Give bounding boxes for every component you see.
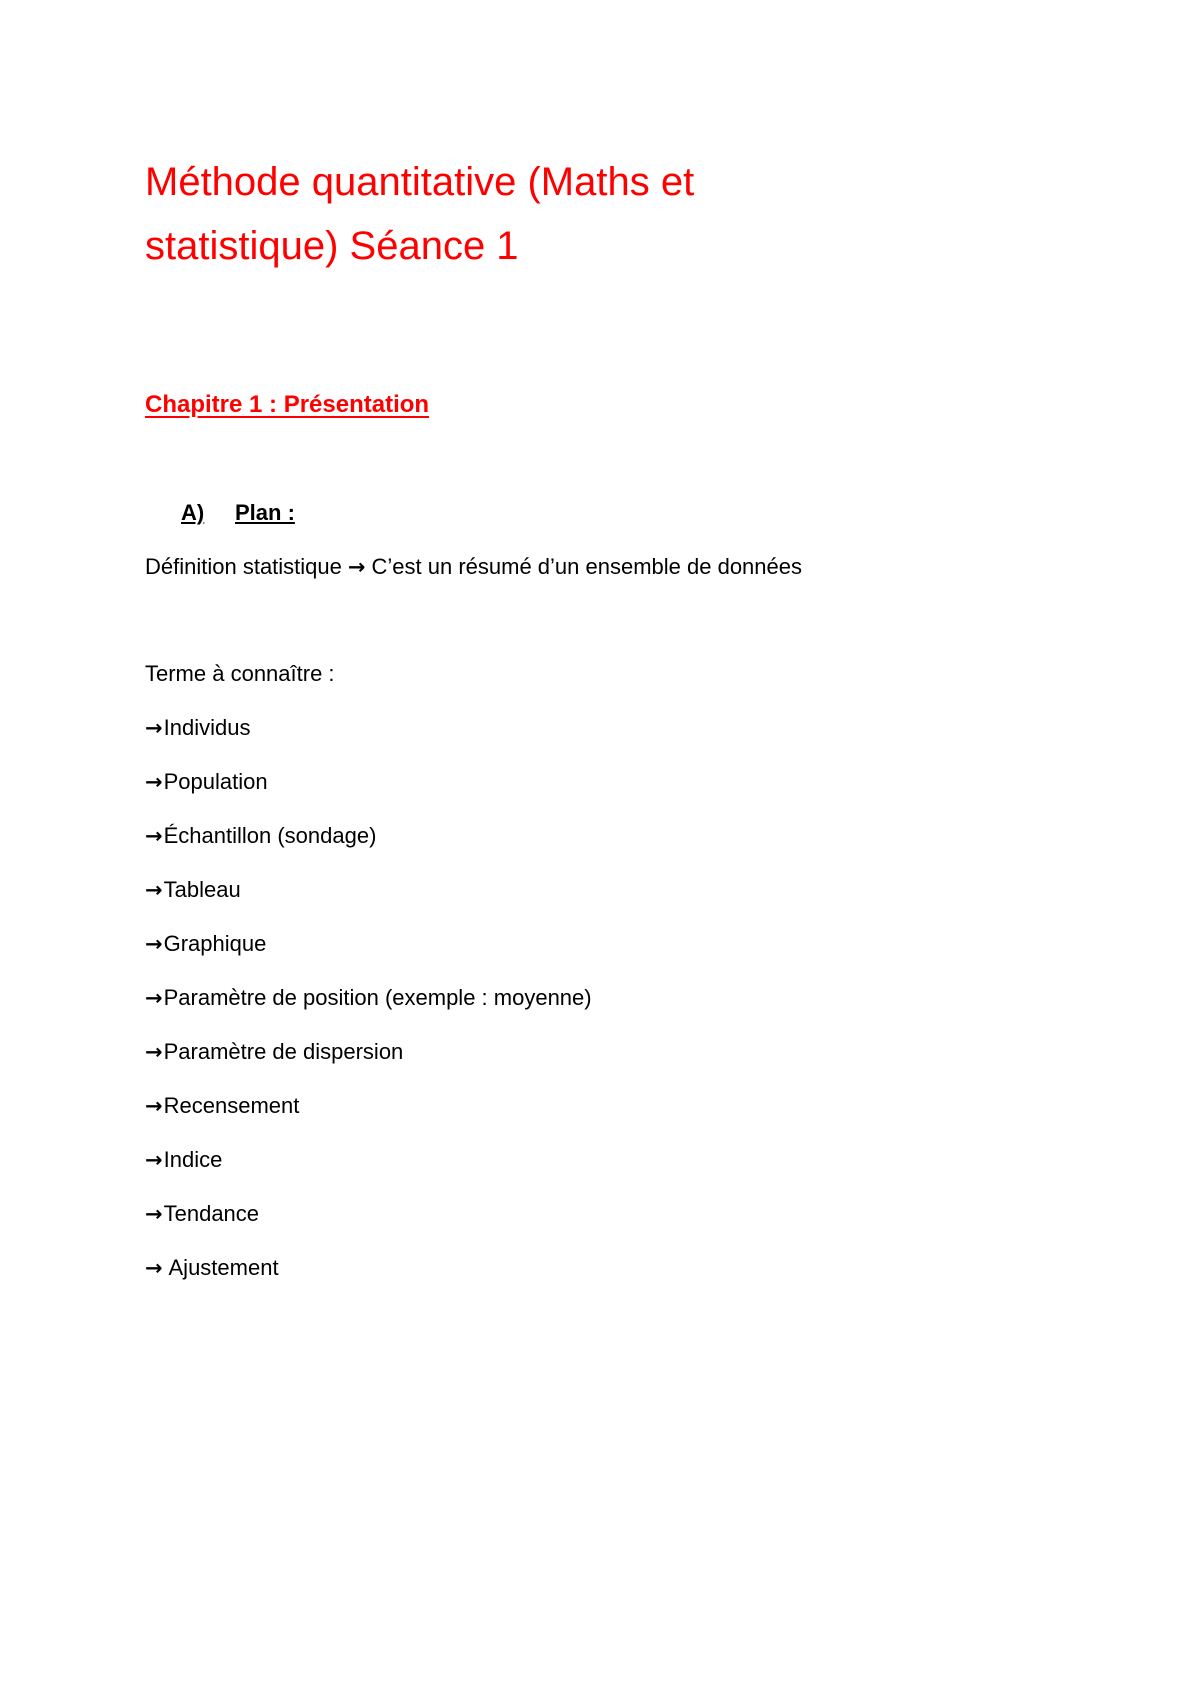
definition-text: C’est un résumé d’un ensemble de données bbox=[371, 554, 802, 579]
terms-label: Terme à connaître : bbox=[145, 661, 335, 686]
list-item bbox=[145, 1091, 592, 1145]
list-item bbox=[145, 821, 592, 875]
definition-line bbox=[145, 552, 802, 582]
list-item bbox=[145, 875, 592, 929]
chapter-heading: Chapitre 1 : Présentation bbox=[145, 391, 430, 418]
term-label: Paramètre de dispersion bbox=[163, 1039, 404, 1064]
right-arrow-icon: → bbox=[145, 716, 163, 740]
term-label: Graphique bbox=[163, 931, 267, 956]
right-arrow-icon: → bbox=[145, 932, 163, 956]
term-label: Population bbox=[163, 769, 268, 794]
term-label: Recensement bbox=[163, 1093, 300, 1118]
right-arrow-icon: → bbox=[145, 986, 163, 1010]
right-arrow-icon: → bbox=[145, 824, 163, 848]
right-arrow-icon: → bbox=[145, 878, 163, 902]
document-title-line-1: Méthode quantitative (Maths et bbox=[145, 160, 695, 204]
terms-list bbox=[145, 713, 592, 1307]
section-letter: A) bbox=[181, 500, 205, 525]
right-arrow-icon: → bbox=[145, 1256, 163, 1280]
right-arrow-icon: → bbox=[347, 555, 366, 579]
term-label: Tendance bbox=[163, 1201, 260, 1226]
term-label: Paramètre de position (exemple : moyenne) bbox=[163, 985, 592, 1010]
term-label: Individus bbox=[163, 715, 251, 740]
list-item bbox=[145, 983, 592, 1037]
term-label: Indice bbox=[163, 1147, 223, 1172]
term-label: Échantillon (sondage) bbox=[163, 823, 377, 848]
list-item bbox=[145, 929, 592, 983]
section-heading bbox=[181, 498, 295, 528]
list-item bbox=[145, 1253, 592, 1307]
term-label: Ajustement bbox=[163, 1255, 279, 1280]
right-arrow-icon: → bbox=[145, 1040, 163, 1064]
list-item bbox=[145, 713, 592, 767]
list-item bbox=[145, 767, 592, 821]
list-item bbox=[145, 1199, 592, 1253]
term-label: Tableau bbox=[163, 877, 241, 902]
section-title: Plan : bbox=[235, 500, 295, 525]
list-item bbox=[145, 1037, 592, 1091]
right-arrow-icon: → bbox=[145, 1148, 163, 1172]
right-arrow-icon: → bbox=[145, 770, 163, 794]
list-item bbox=[145, 1145, 592, 1199]
definition-term: Définition statistique bbox=[145, 554, 342, 579]
right-arrow-icon: → bbox=[145, 1202, 163, 1226]
document-title-line-2: statistique) Séance 1 bbox=[145, 224, 519, 268]
right-arrow-icon: → bbox=[145, 1094, 163, 1118]
document-title bbox=[145, 150, 905, 278]
